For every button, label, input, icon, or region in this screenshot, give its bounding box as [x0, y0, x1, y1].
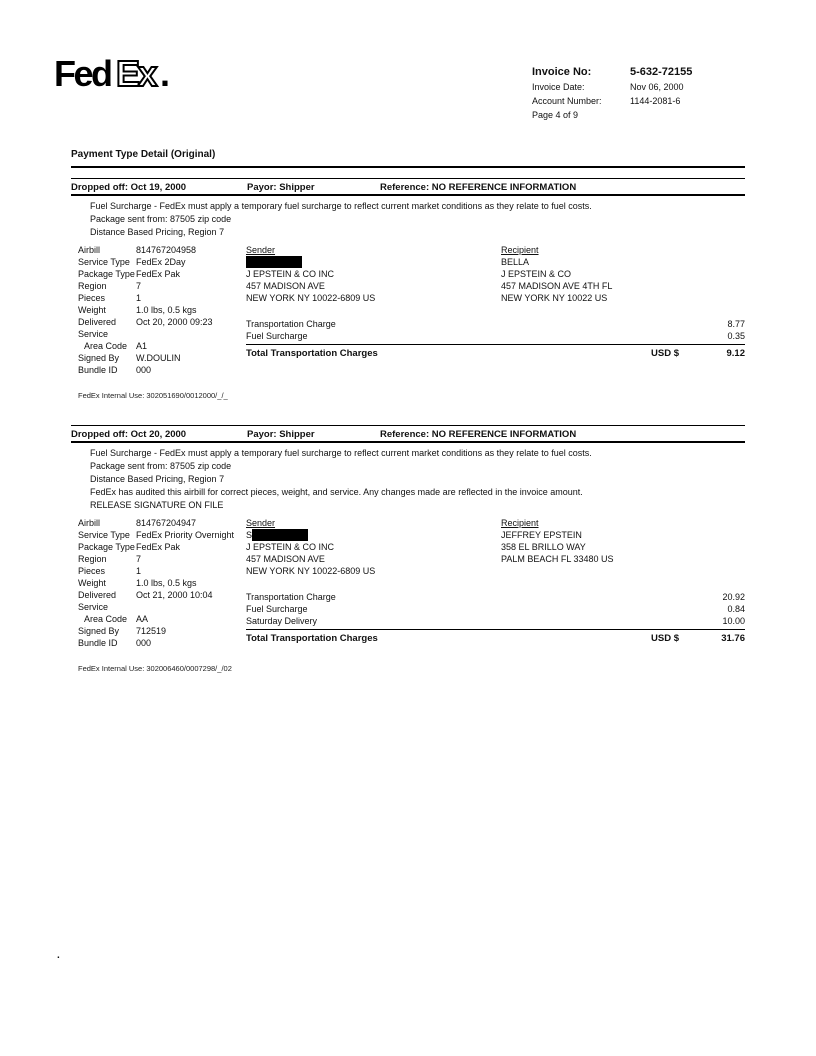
detail-label: Signed By — [78, 626, 120, 636]
charge-amount: 0.35 — [727, 331, 745, 341]
invoice-date-label: Invoice Date: — [532, 82, 585, 92]
detail-value: 1 — [136, 566, 142, 576]
detail-value: A1 — [136, 341, 148, 351]
recipient-address — [501, 517, 614, 565]
detail-label: Package Type — [78, 542, 135, 552]
charge-label: Transportation Charge — [246, 319, 336, 329]
total-row — [246, 633, 745, 645]
recipient-line: 358 EL BRILLO WAY — [501, 542, 586, 552]
detail-row — [78, 517, 246, 529]
account-number-value: 1144-2081-6 — [630, 96, 681, 106]
recipient-line: J EPSTEIN & CO — [501, 269, 572, 279]
dropped-off-date: Dropped off: Oct 19, 2000 — [71, 182, 187, 193]
detail-row — [78, 280, 246, 292]
shipment-details — [78, 517, 246, 649]
fedex-logo — [54, 54, 204, 96]
detail-value: 1 — [136, 293, 142, 303]
detail-row — [78, 565, 246, 577]
recipient-address — [501, 244, 612, 304]
shipment-body — [71, 244, 745, 376]
reference: Reference: NO REFERENCE INFORMATION — [380, 429, 577, 440]
charges-block — [246, 318, 745, 360]
total-amount: 31.76 — [721, 633, 745, 644]
detail-label: Area Code — [84, 341, 128, 351]
detail-value: Oct 21, 2000 10:04 — [136, 590, 213, 600]
detail-value: 814767204958 — [136, 245, 197, 255]
sender-line: 457 MADISON AVE — [246, 281, 325, 291]
footer-mark: . — [57, 950, 60, 961]
charges-block — [246, 591, 745, 645]
detail-label: Service — [78, 602, 109, 612]
detail-value: FedEx Priority Overnight — [136, 530, 235, 540]
detail-label: Delivered — [78, 590, 117, 600]
detail-label: Signed By — [78, 353, 120, 363]
recipient-line: BELLA — [501, 257, 530, 267]
detail-row — [78, 292, 246, 304]
total-amount: 9.12 — [726, 348, 745, 359]
note-line: Distance Based Pricing, Region 7 — [90, 474, 225, 484]
detail-value: 000 — [136, 638, 152, 648]
detail-label: Bundle ID — [78, 365, 118, 375]
charge-label: Fuel Surcharge — [246, 331, 308, 341]
total-currency: USD $ — [651, 633, 679, 644]
detail-label: Region — [78, 554, 107, 564]
note-line: RELEASE SIGNATURE ON FILE — [90, 500, 224, 510]
invoice-number-label: Invoice No: — [532, 66, 592, 78]
recipient-line: JEFFREY EPSTEIN — [501, 530, 582, 540]
detail-label: Weight — [78, 305, 106, 315]
sender-line: J EPSTEIN & CO INC — [246, 542, 335, 552]
charge-amount: 0.84 — [727, 604, 745, 614]
internal-use-note: FedEx Internal Use: 302051690/0012000/_/_ — [78, 391, 228, 400]
detail-value: FedEx Pak — [136, 269, 181, 279]
redaction-box — [252, 529, 308, 541]
shipment-section-2 — [71, 425, 745, 673]
detail-label: Area Code — [84, 614, 128, 624]
detail-value: Oct 20, 2000 09:23 — [136, 317, 213, 327]
detail-value: 1.0 lbs, 0.5 kgs — [136, 578, 197, 588]
note-line: FedEx has audited this airbill for correct pieces, weight, and service. Any changes made are reflected in the invoice amount. — [90, 487, 583, 497]
sender-address — [246, 244, 375, 304]
detail-value: 7 — [136, 554, 142, 564]
redaction-box — [246, 256, 302, 268]
note-line: Fuel Surcharge - FedEx must apply a temporary fuel surcharge to reflect current market conditions as they relate to fuel costs. — [90, 448, 592, 458]
shipment-body — [71, 517, 745, 649]
detail-row — [78, 553, 246, 565]
detail-row — [78, 256, 246, 268]
detail-label: Service — [78, 329, 109, 339]
charge-label: Fuel Surcharge — [246, 604, 308, 614]
sender-name-prefix: S — [246, 530, 253, 540]
detail-label: Region — [78, 281, 107, 291]
charge-label: Saturday Delivery — [246, 616, 318, 626]
fedex-logo-period: . — [160, 54, 171, 94]
recipient-line: NEW YORK NY 10022 US — [501, 293, 608, 303]
detail-label: Delivered — [78, 317, 117, 327]
detail-value: AA — [136, 614, 149, 624]
shipment-header — [71, 425, 745, 443]
detail-label: Service Type — [78, 530, 130, 540]
note-line: Package sent from: 87505 zip code — [90, 214, 232, 224]
total-currency: USD $ — [651, 348, 679, 359]
shipment-details — [78, 244, 246, 376]
invoice-date-row — [532, 80, 772, 94]
sender-line: NEW YORK NY 10022-6809 US — [246, 566, 376, 576]
shipment-notes — [90, 200, 745, 239]
recipient-label: Recipient — [501, 518, 539, 528]
charges-separator — [246, 629, 745, 630]
detail-row — [78, 316, 246, 328]
page-indicator: Page 4 of 9 — [532, 110, 579, 120]
total-row — [246, 348, 745, 360]
detail-row — [78, 601, 246, 613]
detail-label: Pieces — [78, 566, 106, 576]
total-label: Total Transportation Charges — [246, 633, 378, 644]
recipient-line: PALM BEACH FL 33480 US — [501, 554, 614, 564]
invoice-number-value: 5-632-72155 — [630, 66, 693, 78]
charge-row — [246, 603, 745, 615]
invoice-date-value: Nov 06, 2000 — [630, 82, 684, 92]
sender-line: NEW YORK NY 10022-6809 US — [246, 293, 376, 303]
charges-separator — [246, 344, 745, 345]
charge-row — [246, 330, 745, 342]
detail-row — [78, 328, 246, 340]
recipient-line: 457 MADISON AVE 4TH FL — [501, 281, 613, 291]
invoice-number-row — [532, 64, 772, 80]
sender-name-line — [246, 529, 375, 541]
detail-row — [78, 625, 246, 637]
fedex-logo-graphic — [54, 54, 204, 96]
detail-row — [78, 613, 246, 625]
charge-row — [246, 591, 745, 603]
detail-label: Pieces — [78, 293, 106, 303]
note-line: Package sent from: 87505 zip code — [90, 461, 232, 471]
detail-value — [136, 601, 246, 613]
shipment-notes — [90, 447, 745, 512]
internal-use-note: FedEx Internal Use: 302006460/0007298/_/02 — [78, 664, 232, 673]
detail-row — [78, 340, 246, 352]
total-label: Total Transportation Charges — [246, 348, 378, 359]
detail-value: FedEx Pak — [136, 542, 181, 552]
detail-label: Bundle ID — [78, 638, 118, 648]
detail-value: FedEx 2Day — [136, 257, 186, 267]
detail-label: Service Type — [78, 257, 130, 267]
detail-label: Airbill — [78, 518, 101, 528]
charge-label: Transportation Charge — [246, 592, 336, 602]
sender-label: Sender — [246, 245, 276, 255]
detail-row — [78, 577, 246, 589]
detail-row — [78, 541, 246, 553]
detail-row — [78, 364, 246, 376]
detail-label: Weight — [78, 578, 106, 588]
detail-row — [78, 304, 246, 316]
note-line: Fuel Surcharge - FedEx must apply a temporary fuel surcharge to reflect current market conditions as they relate to fuel costs. — [90, 201, 592, 211]
sender-name-line — [246, 256, 375, 268]
payor: Payor: Shipper — [247, 182, 315, 193]
detail-value: 814767204947 — [136, 518, 197, 528]
sender-address — [246, 517, 375, 577]
sender-line: 457 MADISON AVE — [246, 554, 325, 564]
charge-amount: 10.00 — [722, 616, 745, 626]
charge-amount: 20.92 — [722, 592, 745, 602]
detail-value: 1.0 lbs, 0.5 kgs — [136, 305, 197, 315]
title-rule — [71, 166, 745, 168]
recipient-label: Recipient — [501, 245, 539, 255]
detail-row — [78, 268, 246, 280]
detail-row — [78, 637, 246, 649]
note-line: Distance Based Pricing, Region 7 — [90, 227, 225, 237]
dropped-off-date: Dropped off: Oct 20, 2000 — [71, 429, 187, 440]
payor: Payor: Shipper — [247, 429, 315, 440]
document-title: Payment Type Detail (Original) — [71, 149, 216, 160]
fedex-logo-ex: Ex — [116, 54, 156, 94]
shipment-section-1 — [71, 178, 745, 400]
detail-row — [78, 244, 246, 256]
account-number-label: Account Number: — [532, 96, 602, 106]
detail-label: Airbill — [78, 245, 101, 255]
invoice-meta — [532, 64, 772, 122]
charge-row — [246, 318, 745, 330]
charge-row — [246, 615, 745, 627]
account-number-row — [532, 94, 772, 108]
sender-label: Sender — [246, 518, 276, 528]
detail-value: W.DOULIN — [136, 353, 181, 363]
detail-label: Package Type — [78, 269, 135, 279]
detail-value: 7 — [136, 281, 142, 291]
detail-row — [78, 529, 246, 541]
detail-row — [78, 352, 246, 364]
detail-value — [136, 328, 246, 340]
fedex-logo-fed: Fed — [54, 54, 111, 94]
sender-line: J EPSTEIN & CO INC — [246, 269, 335, 279]
detail-row — [78, 589, 246, 601]
charge-amount: 8.77 — [727, 319, 745, 329]
detail-value: 000 — [136, 365, 152, 375]
reference: Reference: NO REFERENCE INFORMATION — [380, 182, 577, 193]
shipment-header — [71, 178, 745, 196]
detail-value: 712519 — [136, 626, 167, 636]
